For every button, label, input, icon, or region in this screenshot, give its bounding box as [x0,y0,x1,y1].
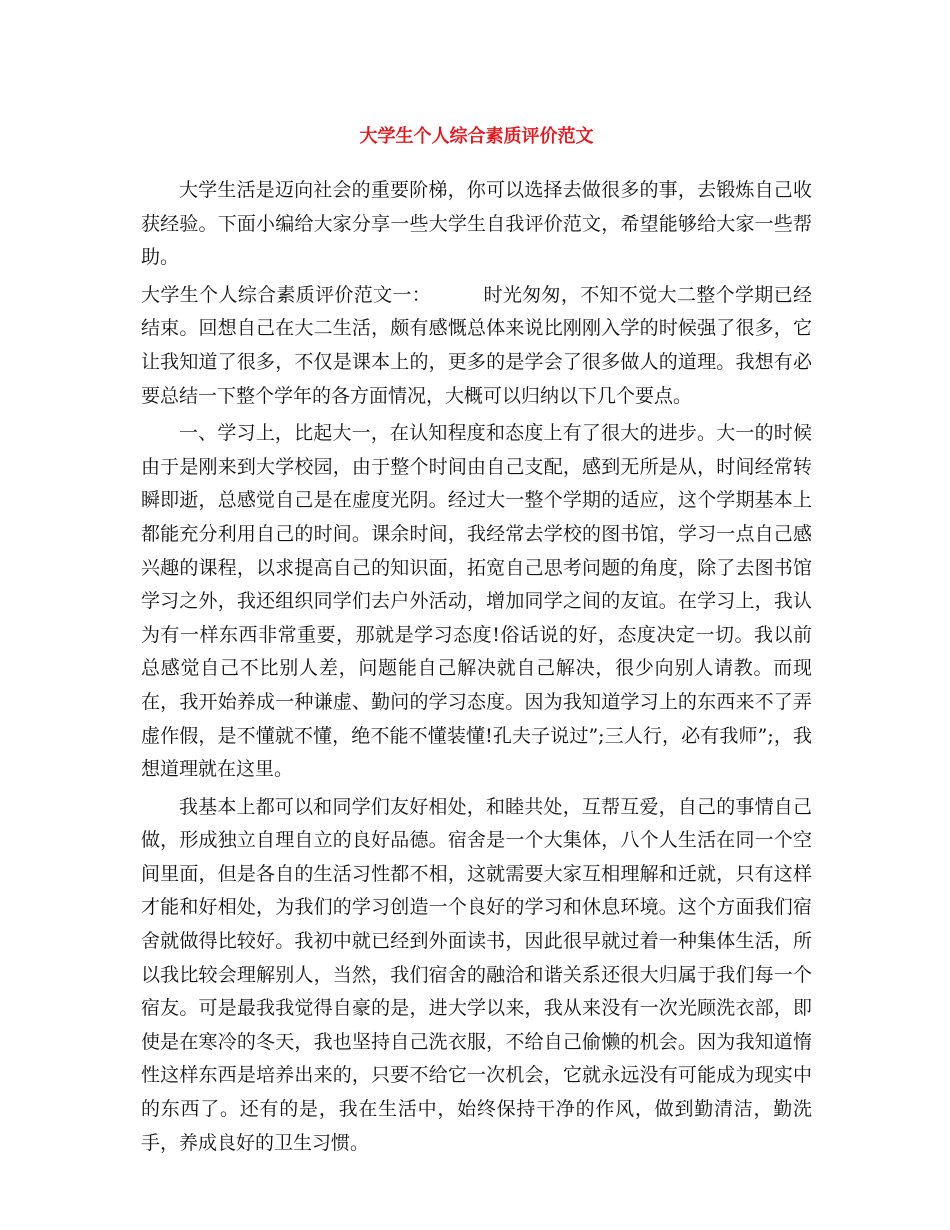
document-title: 大学生个人综合素质评价范文 [359,126,594,147]
section-one-text: 时光匆匆，不知不觉大二整个学期已经结束。回想自己在大二生活，颇有感慨总体来说比刚刚入学的时候强了很多，它让我知道了很多，不仅是课本上的，更多的是学会了很多做人的道理。我想有必要总结一下整个学年的各方面情况，大概可以归纳以下几个要点。 [141,283,812,407]
section-heading: 大学生个人综合素质评价范文一： [141,283,432,306]
intro-paragraph: 大学生活是迈向社会的重要阶梯，你可以选择去做很多的事，去锻炼自己收获经验。下面小编给大家分享一些大学生自我评价范文，希望能够给大家一些帮助。 [141,179,812,269]
section-one-paragraph [141,279,812,413]
study-paragraph: 一、学习上，比起大一，在认知程度和态度上有了很大的进步。大一的时候由于是刚来到大学校园，由于整个时间由自己支配，感到无所是从，时间经常转瞬即逝，总感觉自己是在虚度光阴。经过大一整个学期的适应，这个学期基本上都能充分利用自己的时间。课余时间，我经常去学校的图书馆，学习一点自己感兴趣的课程，以求提高自己的知识面，拓宽自己思考问题的角度，除了去图书馆学习之外，我还组织同学们去户外活动，增加同学之间的友谊。在学习上，我认为有一样东西非常重要，那就是学习态度!俗话说的好，态度决定一切。我以前总感觉自己不比别人差，问题能自己解决就自己解决，很少向别人请教。而现在，我开始养成一种谦虚、勤问的学习态度。因为我知道学习上的东西来不了弄虚作假，是不懂就不懂，绝不能不懂装懂!孔夫子说过”;三人行，必有我师”;，我想道理就在这里。 [141,422,812,781]
life-paragraph: 我基本上都可以和同学们友好相处，和睦共处，互帮互爱，自己的事情自己做，形成独立自理自立的良好品德。宿舍是一个大集体，八个人生活在同一个空间里面，但是各自的生活习性都不相，这就需要大家互相理解和迁就，只有这样才能和好相处，为我们的学习创造一个良好的学习和休息环境。这个方面我们宿舍就做得比较好。我初中就已经到外面读书，因此很早就过着一种集体生活，所以我比较会理解别人，当然，我们宿舍的融洽和谐关系还很大归属于我们每一个宿友。可是最我我觉得自豪的是，进大学以来，我从来没有一次光顾洗衣部，即使是在寒冷的冬天，我也坚持自己洗衣服，不给自己偷懒的机会。因为我知道惰性这样东西是培养出来的，只要不给它一次机会，它就永远没有可能成为现实中的东西了。还有的是，我在生活中，始终保持干净的作风，做到勤清洁，勤洗手，养成良好的卫生习惯。 [141,795,812,1154]
